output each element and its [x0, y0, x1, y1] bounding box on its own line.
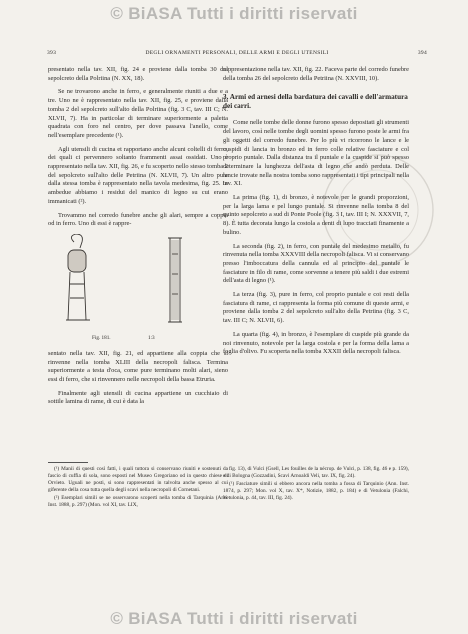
watermark-bottom: © BiASA Tutti i diritti riservati	[110, 609, 358, 628]
footnote: fig. 13), di Vulci (Gsell, Les fouilles de la nécrop. de Vulci, p. 138, fig. 46 e p. 159), e di Bologna (Gozzadini, Scavi Arnoaldi Veli, tav. IX, fig. 24).	[223, 466, 409, 480]
andirons-illustration	[48, 234, 228, 334]
footnote: (¹) Fasciature simili si ebbero ancora nella tomba a fossa di Tarquinio (Ann. Inst. 1874, p. 297; Mon. vol X, tav. X*, Notizie, 1882, p. 184) e di Vetulonia (Falchi, Vetulonia, p. 44, tav. III, fig. 24).	[223, 481, 409, 502]
paragraph: rappresentazione nella tav. XII, fig. 22. Faceva parte del corredo funebre della tomba 26 del sepolcreto della Petriina (N. XXVIII, 10).	[223, 66, 409, 82]
figure-181	[48, 234, 228, 344]
running-title: DEGLI ORNAMENTI PERSONALI, DELLE ARMI E DEGLI UTENSILI	[145, 50, 329, 56]
footnotes-right	[223, 466, 409, 503]
paragraph: Agli utensili di cucina et rapportano anche alcuni coltelli di ferro, dei quali ci pervennero soltanto frammenti assai ossidati. Uno è rappresentato nella tav. XII, fig. 26, e fu scoperto nello stesso tomba 2 del sepolcreto sull'alto delle Petriina (N. XLVII, 7). Un altro pure dalla stessa tomba è rappresentato nella tavola medesima, fig. 25. In ambedue abbiamo i residui del manico di legno su cui erano immanicati (²).	[48, 145, 228, 205]
paragraph: Se ne trovarono anche in ferro, e generalmente riuniti a due e a tre. Uno ne è rappresentato nella tav. XII, fig. 25, e proviene dalla tomba 2 del sepolcreto sull'alto della Polriina (fig. 3 C, tav. III C; N. XLVII, 7). Ha in particolar di terminare superiormente a paletta quadrata con foro nel centro, per dove passava l'anello, come nell'esemplare precedente (¹).	[48, 88, 228, 139]
paragraph: Finalmente agli utensili di cucina appartiene un cucchiaio di sottile lamina di rame, di cui è data la	[48, 389, 228, 406]
page-number-left: 393	[47, 50, 57, 56]
figure-number: Fig. 181.	[92, 334, 111, 341]
paragraph: sentato nella tav. XII, fig. 21, ed appartiene alla coppia che si rinvenne nella tomba XLIII della necropoli falisca. Termina superiormente a testa d'oca, come pure terminano molti alari, sieno essi di ferro, che si rinvennero nelle necropoli della bassa Etruria.	[48, 349, 228, 384]
paragraph: La quarta (fig. 4), in bronzo, è l'esemplare di cuspide più grande da noi rinvenuto, notevole per la larga costola e per la forma della lama a foglia d'olivo. Fu scoperta nella tomba XXXII della necropoli falisca.	[223, 330, 409, 356]
page-number-right: 394	[417, 50, 427, 56]
watermark-top: © BiASA Tutti i diritti riservati	[110, 4, 358, 23]
figure-scale: 1:3	[148, 334, 155, 341]
paragraph: Trovammo nel corredo funebre anche gli alari, sempre a coppia od in ferro. Uno di essi è rappre-	[48, 211, 228, 228]
paragraph: presentato nella tav. XII, fig. 24 e proviene dalla tomba 30 del sepolcreto della Polriina (N. XX, 18).	[48, 66, 228, 82]
footnote: (¹) Manii di questi così fatti, i quali tuttora si conservano riuniti e sostenuti da fascio di cuffia di sola, sono esposti nel Museo Gregoriano od in questo chiese di Orvieto. Uguali ne posti, si sono rappresentati in talvolta anche spesso al cui giferente della cosa tutta quella degli scavi nella necropoli di Cornetani.	[48, 466, 228, 494]
left-column	[48, 66, 228, 412]
footnote-rule	[48, 462, 88, 463]
paragraph: La prima (fig. 1), di bronzo, è notevole per le grandi proporzioni, per la larga lama e pel lungo puntale. Si rinvenne nella tomba 8 del quinto sepolcreto a sud di Ponte Poole (fig. 3 I, tav. III I; N. XXXVII, 7, 8). È tutta decorata lungo la costola a denti di lupo tracciati finamente a bulino.	[223, 194, 409, 236]
paragraph: Come nelle tombe delle donne furono spesso depositati gli strumenti del lavoro, così nelle tombe degli uomini spesso furono poste le armi fra gli oggetti del corredo funebre. Per lo più vi ricorrono le lance e le cuspidi di lancia in bronzo ed in ferro colle relative fasciature e col proprio puntale. Dalla distanza tra il puntale e la cuspide si può spesso determinare la lunghezza dell'asta di legno che andò perduta. Delle lancie trovate nella nostra tomba sono rappresentati i tipi principali nella tav. XI.	[223, 119, 409, 188]
paragraph: La seconda (fig. 2), in ferro, con puntale del medesimo metallo, fu rinvenuta nella tomba XXXVIII della necropoli falisca. Vi si conservano presso l'imboccatura della cannula ed al principio del puntale le fasciature in filo di rame, come sorvenne a tenere più saldi i due estremi dell'asta di legno (¹).	[223, 242, 409, 285]
running-head	[47, 50, 427, 59]
right-column	[223, 66, 409, 362]
footnotes-left	[48, 466, 228, 511]
section-title: 3. Armi ed arnesi della bardatura dei cavalli e dell'armatura dei carri.	[223, 93, 408, 111]
paragraph: La terza (fig. 3), pure in ferro, col proprio puntale e coi resti della fasciatura di rame, ci rappresenta la forma più comune di queste armi, e proviene dalla tomba 2 del sepolcreto sull'alto della Petriina (fig. 3 C, tav. III C; N. XLVII, 6).	[223, 291, 409, 325]
footnote: (²) Esemplari simili se ne osservarono scoperti nella tomba di Tarquinia (Ann. Inst. 1888, p. 297) (Mon. vol XI, tav. LIX,	[48, 495, 228, 509]
